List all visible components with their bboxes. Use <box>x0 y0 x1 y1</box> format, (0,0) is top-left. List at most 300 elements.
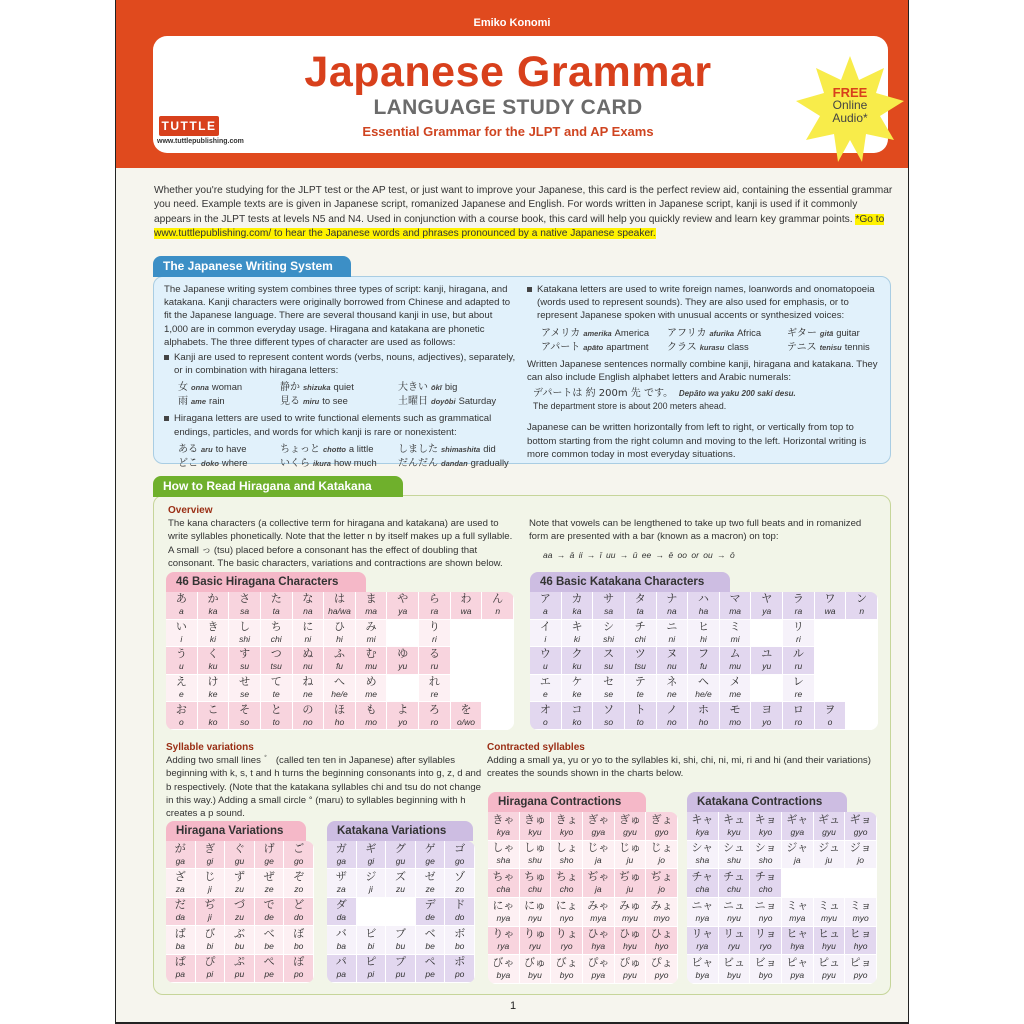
kana-cell <box>198 675 230 703</box>
kana-char: ザ <box>335 870 347 884</box>
kana-romaji: go <box>293 855 304 866</box>
kana-char: ぜ <box>263 870 275 884</box>
kana-romaji: sha <box>695 855 710 866</box>
author-name: Emiko Konomi <box>473 17 551 29</box>
kana-romaji: ji <box>369 884 373 895</box>
card-title: Japanese Grammar <box>304 48 712 96</box>
vowel-rules: aa → ā ii → ī uu → ū ee → ē oo or ou → ō <box>543 550 735 561</box>
kana-char: げ <box>263 841 275 855</box>
syllable-variations-text <box>166 741 484 820</box>
kana-cell <box>783 675 815 703</box>
kana-char: ぴゃ <box>587 956 610 970</box>
example-japanese: 大きい <box>398 382 428 394</box>
kana-char: づ <box>233 898 245 912</box>
kana-cell <box>719 869 751 898</box>
badge-audio: Audio* <box>832 111 868 125</box>
kana-cell <box>625 675 657 703</box>
kana-char: ヒュ <box>817 927 840 941</box>
kana-char: も <box>365 702 377 716</box>
kana-char: ワ <box>824 592 836 606</box>
kana-cell <box>530 647 562 675</box>
kana-cell <box>815 675 847 703</box>
kana-romaji: ke <box>208 689 218 700</box>
example-japanese: アメリカ <box>541 327 581 339</box>
kana-romaji: ba <box>175 940 186 951</box>
kana-char: ダ <box>335 898 347 912</box>
kana-char: た <box>270 592 282 606</box>
kana-char: ニャ <box>691 898 714 912</box>
kana-cell <box>196 898 226 926</box>
kana-char: ニョ <box>754 898 777 912</box>
kana-romaji: ya <box>762 606 772 617</box>
kana-cell <box>255 926 285 954</box>
kana-cell <box>324 592 356 620</box>
kana-char: ヤ <box>761 592 773 606</box>
example-romaji: apāto <box>583 342 604 352</box>
kana-romaji: n <box>495 606 501 617</box>
kana-romaji: ji <box>208 912 212 923</box>
kana-char: ミャ <box>786 898 809 912</box>
kana-char: バ <box>335 926 347 940</box>
kana-romaji: bi <box>367 940 375 951</box>
kana-cell <box>625 647 657 675</box>
kana-char: ショ <box>754 841 777 855</box>
kana-char: ケ <box>571 675 583 689</box>
example-english: woman <box>211 381 243 393</box>
kana-cell <box>445 869 475 897</box>
kana-char: ぢゅ <box>618 870 641 884</box>
hiragana-contractions-chart <box>488 812 678 984</box>
example-romaji: doyōbi <box>431 397 456 407</box>
kana-cell <box>750 898 782 927</box>
kana-cell <box>261 702 293 730</box>
kana-romaji: zu <box>235 912 244 923</box>
kana-cell <box>520 841 552 870</box>
kana-cell <box>198 620 230 648</box>
kana-romaji: ko <box>572 716 582 727</box>
katakana-examples <box>541 326 882 354</box>
kana-char: な <box>302 592 314 606</box>
vowel-length-text: Note that vowels can be lengthened to take up two full beats and in romanized form are presented with a bar (known as a macron) on top: <box>529 518 862 543</box>
kana-cell <box>751 647 783 675</box>
kana-cell <box>782 869 814 898</box>
kana-char: パ <box>335 955 347 969</box>
kana-char: ジュ <box>818 841 840 855</box>
kana-romaji: zo <box>455 884 465 895</box>
kana-romaji: ryu <box>529 941 541 952</box>
kana-char: ヒ <box>697 619 709 633</box>
kana-char: チョ <box>754 870 777 884</box>
kana-romaji: ryu <box>728 941 740 952</box>
kana-romaji: sho <box>559 855 574 866</box>
kana-cell <box>229 675 261 703</box>
kana-cell <box>255 898 285 926</box>
kana-cell <box>488 841 520 870</box>
kana-cell <box>688 592 720 620</box>
kana-romaji: to <box>636 716 644 727</box>
kana-romaji: nyo <box>758 912 773 923</box>
kana-romaji: e <box>178 689 184 700</box>
kana-romaji: na <box>303 606 313 617</box>
kana-cell <box>166 620 198 648</box>
kana-romaji: pya <box>790 970 805 981</box>
kana-char: ぽ <box>293 955 305 969</box>
kana-cell <box>419 702 451 730</box>
kana-cell <box>657 620 689 648</box>
katakana-contractions-title: Katakana Contractions <box>687 792 847 812</box>
kana-romaji: nyu <box>727 912 741 923</box>
kana-cell <box>720 702 752 730</box>
kana-romaji: ra <box>430 606 439 617</box>
example-japanese: ギター <box>787 327 817 339</box>
kana-romaji: za <box>175 884 185 895</box>
kana-romaji: zu <box>396 884 405 895</box>
kana-romaji: pi <box>367 969 375 980</box>
kana-char: る <box>428 647 440 661</box>
kana-cell <box>845 869 877 898</box>
kana-romaji: pyu <box>822 970 836 981</box>
kana-char: ぎゅ <box>618 812 641 826</box>
kana-char: て <box>270 675 282 689</box>
kana-cell <box>327 926 357 954</box>
kana-char: ぎょ <box>650 812 673 826</box>
kana-char: よ <box>397 702 409 716</box>
kana-romaji: chi <box>270 633 282 644</box>
kana-cell <box>327 955 357 983</box>
kana-cell <box>357 955 387 983</box>
kana-char: ゴ <box>454 841 466 855</box>
kana-cell <box>688 647 720 675</box>
kana-cell <box>551 955 583 984</box>
free-audio-badge <box>796 56 904 162</box>
kana-romaji: ge <box>425 855 435 866</box>
example-word <box>398 394 518 408</box>
kana-romaji: bu <box>395 940 406 951</box>
kana-romaji: ze <box>264 884 274 895</box>
kana-cell <box>166 592 198 620</box>
kana-cell <box>719 812 751 841</box>
kana-romaji: hyo <box>853 941 868 952</box>
kana-cell <box>815 647 847 675</box>
contracted-syllables-text <box>487 741 882 781</box>
example-english: a little <box>348 442 374 454</box>
kana-romaji: he/e <box>331 689 348 700</box>
kana-cell <box>719 927 751 956</box>
kana-char: ニ <box>666 619 678 633</box>
kana-cell <box>751 675 783 703</box>
kana-romaji: cha <box>695 884 710 895</box>
kana-cell <box>562 647 594 675</box>
kana-char: カ <box>571 592 583 606</box>
kana-romaji: nyu <box>528 912 542 923</box>
kana-romaji: cha <box>496 884 511 895</box>
kana-char: ノ <box>666 702 678 716</box>
kana-char: にゅ <box>524 898 546 912</box>
kana-cell <box>293 647 325 675</box>
kana-char: つ <box>270 647 282 661</box>
kana-cell <box>520 898 552 927</box>
kana-romaji: yo <box>762 716 772 727</box>
kana-romaji: sho <box>758 855 773 866</box>
kana-romaji: pu <box>234 969 245 980</box>
kana-romaji: no <box>303 716 313 727</box>
kana-cell <box>198 702 230 730</box>
kana-char: お <box>175 702 187 716</box>
kana-char: ポ <box>454 955 466 969</box>
kana-romaji: ha/wa <box>328 606 351 617</box>
katakana-variations-title: Katakana Variations <box>327 821 473 841</box>
kana-char: ン <box>856 592 868 606</box>
kana-char: チャ <box>691 870 714 884</box>
kana-romaji: ge <box>264 855 274 866</box>
example-romaji: aru <box>201 444 213 454</box>
example-english: guitar <box>836 326 860 338</box>
kana-char: ミョ <box>849 898 872 912</box>
example-word <box>398 442 518 456</box>
kana-cell <box>751 702 783 730</box>
kana-char: ロ <box>792 702 804 716</box>
kana-char: ル <box>792 647 804 661</box>
kana-cell <box>284 926 314 954</box>
kana-char: ゼ <box>424 870 436 884</box>
kana-char: みょ <box>650 898 673 912</box>
kana-cell <box>593 620 625 648</box>
kana-romaji: jo <box>658 884 665 895</box>
kana-char: マ <box>729 592 741 606</box>
kana-cell <box>445 926 475 954</box>
kana-romaji: gyo <box>853 826 868 837</box>
kana-char: ホ <box>697 702 709 716</box>
kana-char: ハ <box>697 592 709 606</box>
kana-romaji: ni <box>668 633 676 644</box>
kana-cell <box>615 955 647 984</box>
kana-char: ビュ <box>722 956 745 970</box>
kana-char: びょ <box>555 956 578 970</box>
kana-romaji: jo <box>658 855 665 866</box>
kana-cell <box>284 841 314 869</box>
kana-romaji: da <box>175 912 186 923</box>
hiragana-examples <box>178 442 516 470</box>
kana-cell <box>284 955 314 983</box>
kana-romaji: i <box>180 633 183 644</box>
kana-cell <box>750 841 782 870</box>
kanji-examples <box>178 380 516 408</box>
kana-romaji: ku <box>572 661 582 672</box>
example-word <box>178 442 280 456</box>
example-romaji: miru <box>303 397 320 407</box>
kana-romaji: so <box>604 716 614 727</box>
card-tagline: Essential Grammar for the JLPT and AP Exams <box>362 124 654 139</box>
example-japanese: テニス <box>787 341 817 353</box>
kana-romaji: ro <box>794 716 803 727</box>
kana-char: セ <box>603 675 615 689</box>
kana-romaji: ta <box>272 606 280 617</box>
katakana-basic-chart <box>530 592 878 730</box>
kana-cell <box>688 620 720 648</box>
kana-cell <box>615 841 647 870</box>
kana-romaji: hya <box>591 941 606 952</box>
kana-romaji: ga <box>175 855 186 866</box>
badge-free: FREE <box>832 85 868 100</box>
kana-char: ぶ <box>233 926 245 940</box>
example-word <box>541 340 667 354</box>
kana-cell <box>229 620 261 648</box>
example-japanese: ある <box>178 443 198 455</box>
kana-romaji: byu <box>528 970 542 981</box>
kana-cell <box>625 702 657 730</box>
kana-char: ギョ <box>849 812 872 826</box>
kana-char: け <box>207 675 219 689</box>
example-english: Saturday <box>458 395 497 407</box>
kana-char: ぷ <box>233 955 245 969</box>
kana-cell <box>261 592 293 620</box>
example-english: where <box>221 456 248 468</box>
kana-romaji: zu <box>235 884 244 895</box>
kana-cell <box>225 841 255 869</box>
kana-cell <box>657 647 689 675</box>
kana-char: りゅ <box>523 927 546 941</box>
kana-cell <box>445 955 475 983</box>
example-english: how much <box>333 456 377 468</box>
example-japanese: 土曜日 <box>398 396 428 408</box>
kana-cell <box>324 675 356 703</box>
kana-romaji: ri <box>432 633 437 644</box>
kana-cell <box>445 841 475 869</box>
kana-cell <box>520 812 552 841</box>
kana-romaji: ha <box>698 606 709 617</box>
kana-romaji: po <box>454 969 465 980</box>
hiragana-basic-chart <box>166 592 514 730</box>
kana-cell <box>357 841 387 869</box>
kana-cell <box>593 592 625 620</box>
kana-romaji: yu <box>398 661 408 672</box>
kana-cell <box>255 869 285 897</box>
example-english: did <box>483 442 496 454</box>
kana-romaji: ya <box>398 606 408 617</box>
kana-char: ペ <box>424 955 436 969</box>
kana-char: しゅ <box>523 841 546 855</box>
example-japanese: 静か <box>280 382 300 394</box>
kana-romaji: bo <box>454 940 465 951</box>
kana-char: しょ <box>555 841 578 855</box>
kana-char: ご <box>293 841 305 855</box>
kana-romaji: gyu <box>623 826 637 837</box>
example-word <box>280 394 398 408</box>
example-word <box>667 340 787 354</box>
kana-romaji: zo <box>294 884 304 895</box>
example-romaji: amerika <box>583 328 612 338</box>
kana-char: デ <box>424 898 436 912</box>
kana-char: い <box>175 619 187 633</box>
kana-cell <box>625 592 657 620</box>
syllable-variations-body: Adding two small lines ゛ (called ten ten in Japanese) after syllables beginning with k, s, t and h turns the beginning consonants into g, z, d and b respectively. (Note that the katakana syllables chi and tsu do not change in this way.) Adding a small circle ° (maru) to syllables beginning with h creates a p sound. <box>166 755 482 820</box>
kana-char: ズ <box>394 870 406 884</box>
kana-romaji: chu <box>727 884 741 895</box>
kana-romaji: de <box>264 912 274 923</box>
kana-romaji: ma <box>365 606 378 617</box>
kana-romaji: gi <box>206 855 214 866</box>
kana-char: ビャ <box>691 956 714 970</box>
kana-romaji: ne <box>667 689 677 700</box>
kana-char: ユ <box>761 647 773 661</box>
kana-romaji: hyu <box>623 941 637 952</box>
kana-cell <box>293 592 325 620</box>
kana-cell <box>357 898 387 926</box>
kana-char: モ <box>729 702 741 716</box>
kana-char: ふ <box>333 647 345 661</box>
kana-romaji: ka <box>572 606 582 617</box>
kana-char: ビョ <box>754 956 777 970</box>
audio-link-highlight[interactable]: *Go to www.tuttlepublishing.com/ to hear the Japanese words and phrases pronounced by a native Japanese speaker. <box>154 213 885 240</box>
kana-char: で <box>263 898 275 912</box>
kana-cell <box>646 869 678 898</box>
kana-char: め <box>365 675 377 689</box>
kana-cell <box>687 869 719 898</box>
kana-char: ネ <box>666 675 678 689</box>
kana-romaji: kyo <box>560 826 574 837</box>
kana-cell <box>387 592 419 620</box>
kana-char: ぴょ <box>650 956 673 970</box>
kana-romaji: pya <box>591 970 606 981</box>
example-romaji: shimashita <box>441 444 481 454</box>
kana-char: オ <box>539 702 551 716</box>
kana-cell <box>657 675 689 703</box>
kana-cell <box>687 841 719 870</box>
kana-char: ギ <box>365 841 377 855</box>
kana-romaji: gu <box>395 855 406 866</box>
kana-cell <box>657 702 689 730</box>
hiragana-contractions-title: Hiragana Contractions <box>488 792 646 812</box>
example-japanese: どこ <box>178 457 198 469</box>
kana-romaji: rya <box>497 941 510 952</box>
kana-char: ナ <box>666 592 678 606</box>
example-romaji: dandan <box>441 458 468 468</box>
kana-romaji: su <box>240 661 250 672</box>
kana-cell <box>814 812 846 841</box>
kana-romaji: gya <box>790 826 805 837</box>
kana-cell <box>583 812 615 841</box>
kana-cell <box>386 869 416 897</box>
kana-romaji: o <box>827 716 833 727</box>
kana-romaji: bo <box>293 940 304 951</box>
example-word <box>280 442 398 456</box>
kana-romaji: mya <box>789 912 806 923</box>
kana-char: ジョ <box>849 841 872 855</box>
example-english: rain <box>209 395 225 407</box>
example-word <box>178 456 280 470</box>
kana-romaji: po <box>293 969 304 980</box>
kana-cell <box>293 702 325 730</box>
kana-romaji: ryo <box>560 941 573 952</box>
kana-romaji: sha <box>496 855 511 866</box>
kana-romaji: se <box>604 689 614 700</box>
kana-romaji: u <box>542 661 548 672</box>
kana-char: す <box>239 647 251 661</box>
kana-cell <box>324 620 356 648</box>
kana-romaji: hya <box>790 941 805 952</box>
kana-cell <box>530 620 562 648</box>
kana-char: りゃ <box>492 927 515 941</box>
hiragana-basic-title: 46 Basic Hiragana Characters <box>166 572 366 592</box>
kana-cell <box>419 675 451 703</box>
kana-char: リョ <box>754 927 777 941</box>
kana-romaji: ka <box>208 606 218 617</box>
how-to-read-heading: How to Read Hiragana and Katakana <box>153 476 403 497</box>
kana-romaji: byo <box>758 970 773 981</box>
kana-romaji: go <box>454 855 465 866</box>
kana-cell <box>261 675 293 703</box>
kana-cell <box>562 592 594 620</box>
